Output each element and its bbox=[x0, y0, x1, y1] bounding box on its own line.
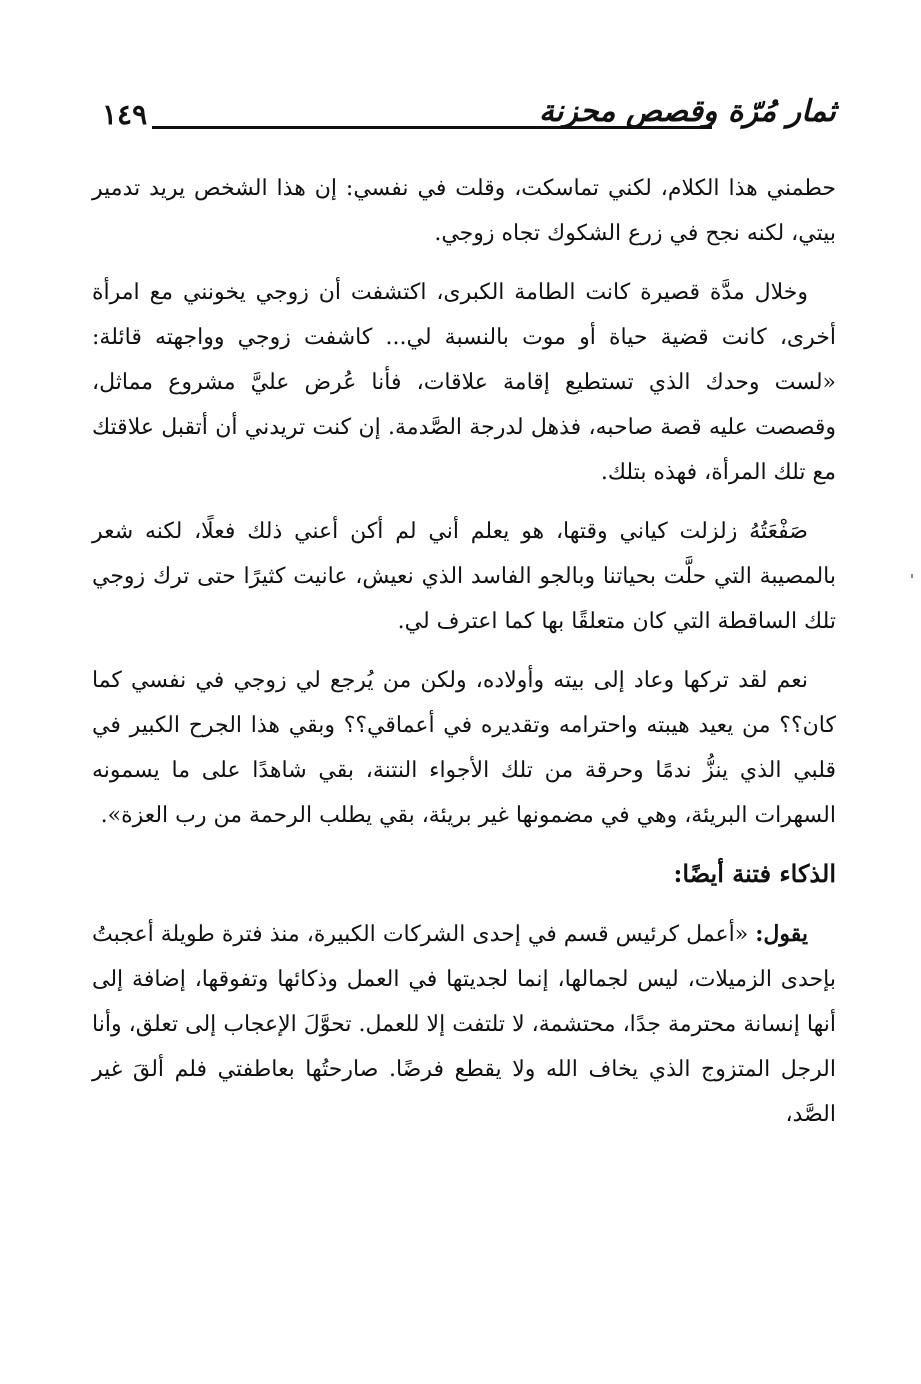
speaker-label: يقول: bbox=[755, 921, 808, 947]
paragraph: نعم لقد تركها وعاد إلى بيته وأولاده، ولكن من يُرجع لي زوجي في نفسي كما كان؟؟ من يعيد هيبته واحترامه وتقديره في أعماقي؟؟ وبقي هذا الجرح الكبير في قلبي الذي ينزُّ ندمًا وحرقة من تلك الأجواء النتنة، بقي شاهدًا على ما يسمونه السهرات البريئة، وهي في مضمونها غير بريئة، بقي يطلب الرحمة من رب العزة». bbox=[92, 668, 836, 828]
section-paragraph bbox=[92, 912, 836, 1137]
section-paragraph-text: «أعمل كرئيس قسم في إحدى الشركات الكبيرة، منذ فترة طويلة أعجبتُ بإحدى الزميلات، ليس لجمالها، إنما لجديتها في العمل وذكائها وتفوقها، إضافة إلى أنها إنسانة محترمة جدًا، محتشمة، لا تلتفت إلا للعمل. تحوَّلَ الإعجاب إلى تعلق، وأنا الرجل المتزوج الذي يخاف الله ولا يقطع فرضًا. صارحتُها بعاطفتي فلم ألقَ غير الصَّد، bbox=[92, 922, 836, 1127]
page-number: ١٤٩ bbox=[102, 98, 148, 131]
page-header bbox=[96, 88, 836, 148]
paragraph: صَفْعَتُهُ زلزلت كياني وقتها، هو يعلم أني لم أكن أعني ذلك فعلًا، لكنه شعر بالمصيبة التي حلَّت بحياتنا وبالجو الفاسد الذي نعيش، عانيت كثيرًا حتى ترك زوجي تلك الساقطة التي كان متعلقًا بها كما اعترف لي. bbox=[92, 519, 836, 634]
margin-mark bbox=[911, 574, 913, 578]
book-title: ثمار مُرّة وقصص محزنة bbox=[538, 94, 836, 129]
paragraph: حطمني هذا الكلام، لكني تماسكت، وقلت في نفسي: إن هذا الشخص يريد تدمير بيتي، لكنه نجح في زرع الشكوك تجاه زوجي. bbox=[92, 176, 836, 246]
page-body bbox=[92, 166, 836, 1151]
paragraph: وخلال مدَّة قصيرة كانت الطامة الكبرى، اكتشفت أن زوجي يخونني مع امرأة أخرى، كانت قضية حياة أو موت بالنسبة لي... كاشفت زوجي وواجهته قائلة: «لست وحدك الذي تستطيع إقامة علاقات، فأنا عُرض عليَّ مشروع مماثل، وقصصت عليه قصة صاحبه، فذهل لدرجة الصَّدمة. إن كنت تريدني أن أتقبل علاقتك مع تلك المرأة، فهذه بتلك. bbox=[92, 280, 836, 485]
section-heading: الذكاء فتنة أيضًا: bbox=[673, 859, 836, 888]
